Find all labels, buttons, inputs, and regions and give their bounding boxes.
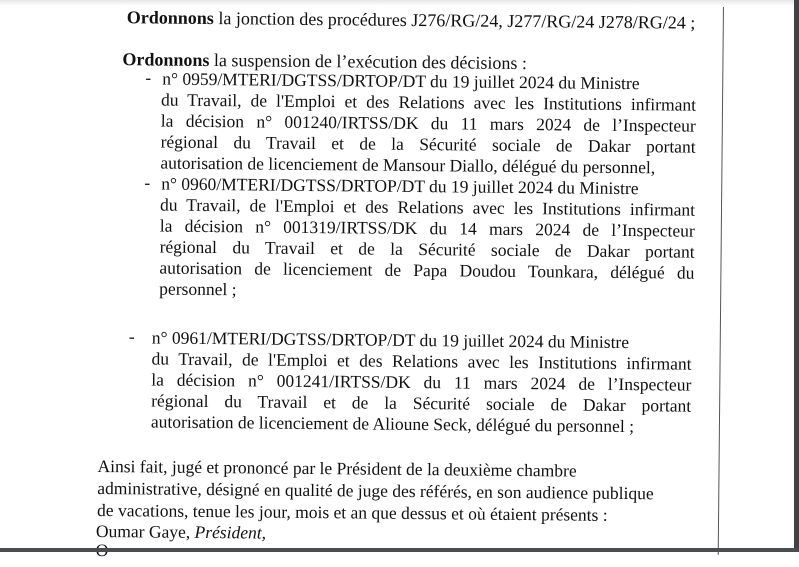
ordonnons-keyword: Ordonnons <box>122 49 210 71</box>
page-margin-line <box>718 7 724 555</box>
closing-line-3: de vacations, tenue les jour, mois et an que dessus et où étaient présents : <box>97 499 608 525</box>
decision-1-line-5: autorisation de licenciement de Mansour Diallo, délégué du personnel, <box>160 152 656 178</box>
decision-2-line-4: régional du Travail et de la Sécurité sociale de Dakar portant <box>159 236 695 262</box>
list-bullet: - <box>144 172 151 193</box>
signatory-role: Président, <box>194 521 267 543</box>
signatory-name: Oumar Gaye, <box>95 520 195 542</box>
ordonnons-keyword: Ordonnons <box>126 7 214 29</box>
list-bullet: - <box>145 67 152 88</box>
decision-1-line-4: régional du Travail et de la Sécurité sociale de Dakar portant <box>160 131 696 157</box>
decision-2-line-5: autorisation de licenciement de Papa Doudou Tounkara, délégué du <box>159 257 695 283</box>
viewer-bottom-edge <box>0 548 799 552</box>
decision-3-line-4: régional du Travail et de la Sécurité sociale de Dakar portant <box>151 390 692 416</box>
decision-2-line-2: du Travail, de l'Emploi et des Relations avec les Institutions infirmant <box>159 194 696 220</box>
signatory-line <box>96 521 266 543</box>
decision-3-line-1: n° 0961/MTERI/DGTSS/DRTOP/DT du 19 juillet 2024 du Ministre <box>151 327 630 353</box>
ordonnance-jonction <box>127 7 696 32</box>
decision-1-line-3: la décision n° 001240/IRTSS/DK du 11 mars 2024 de l’Inspecteur <box>160 110 696 136</box>
ordonnance-text: la jonction des procédures J276/RG/24, J277/RG/24 J278/RG/24 ; <box>213 8 696 33</box>
decision-1-line-1: n° 0959/MTERI/DGTSS/DRTOP/DT du 19 juillet 2024 du Ministre <box>162 68 640 94</box>
decision-2-line-1: n° 0960/MTERI/DGTSS/DRTOP/DT du 19 juillet 2024 du Ministre <box>161 173 639 199</box>
ordonnance-text: la suspension de l’exécution des décisions : <box>209 50 527 74</box>
decision-2-line-6: personnel ; <box>159 278 237 300</box>
decision-1-line-2: du Travail, de l'Emploi et des Relations avec les Institutions infirmant <box>160 89 697 115</box>
closing-line-2: administrative, désigné en qualité de juge des référés, en son audience publique <box>97 477 654 504</box>
decision-2-line-3: la décision n° 001319/IRTSS/DK du 14 mars 2024 de l’Inspecteur <box>159 215 695 241</box>
list-bullet: - <box>128 326 135 347</box>
decision-3-line-5: autorisation de licenciement de Alioune Seck, délégué du personnel ; <box>150 411 635 437</box>
decision-3-line-3: la décision n° 001241/IRTSS/DK du 11 mars 2024 de l’Inspecteur <box>151 369 692 395</box>
decision-3-line-2: du Travail, de l'Emploi et des Relations avec les Institutions infirmant <box>151 348 692 374</box>
closing-line-1: Ainsi fait, jugé et prononcé par le Président de la deuxième chambre <box>97 455 577 481</box>
viewer-scrollbar-edge <box>794 0 799 552</box>
